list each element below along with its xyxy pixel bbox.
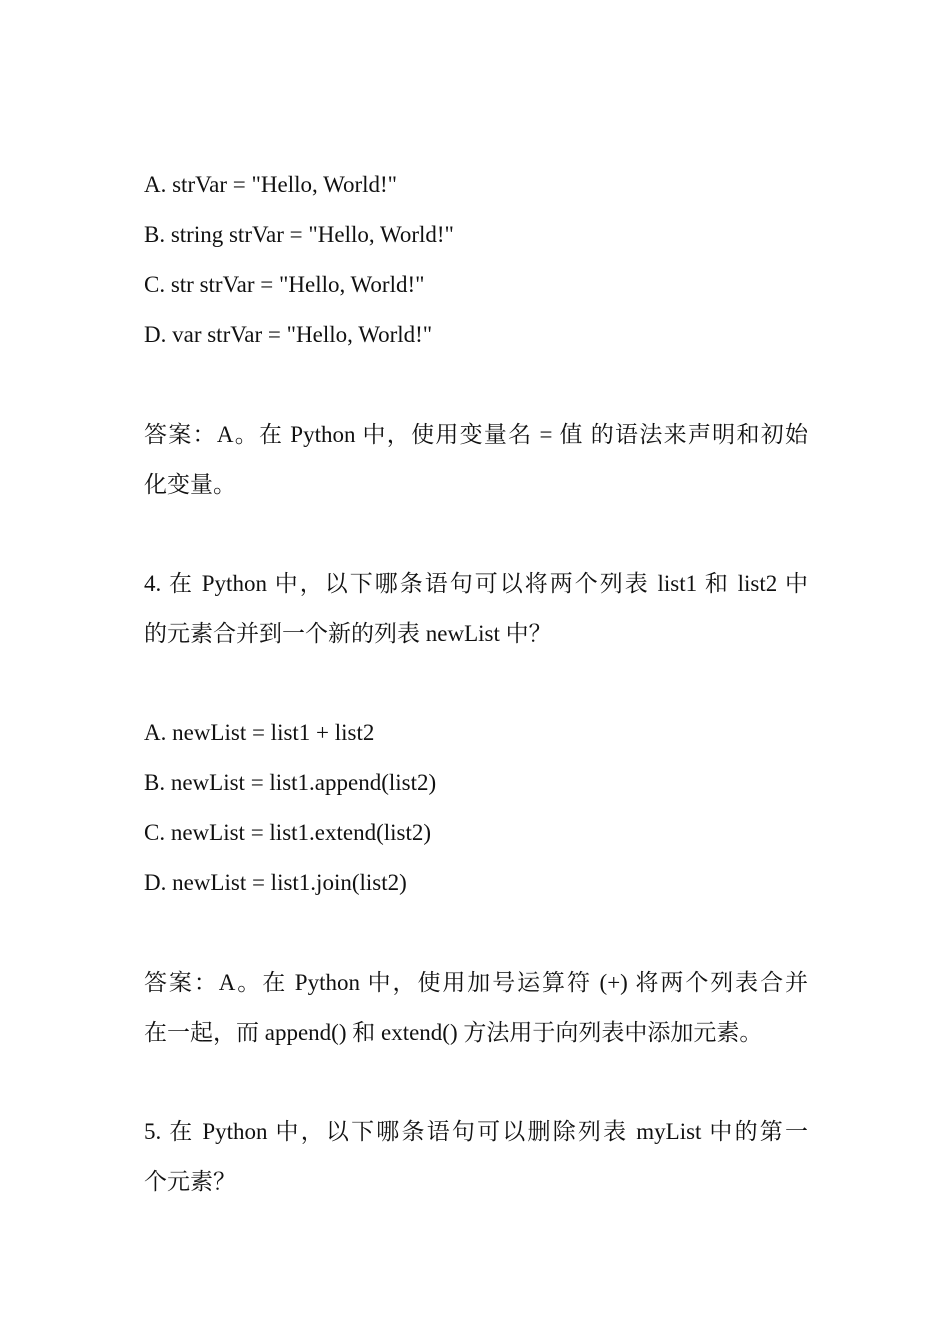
q4-option-b: B. newList = list1.append(list2) bbox=[144, 770, 437, 795]
q4-answer-line-1: 答案：A。在 Python 中，使用加号运算符 (+) 将两个列表合并 bbox=[144, 970, 808, 995]
q3-option-b: B. string strVar = "Hello, World!" bbox=[144, 222, 454, 247]
q4-option-c: C. newList = list1.extend(list2) bbox=[144, 820, 432, 845]
q4-option-d: D. newList = list1.join(list2) bbox=[144, 870, 407, 895]
q3-option-c: C. str strVar = "Hello, World!" bbox=[144, 272, 425, 297]
q3-option-a: A. strVar = "Hello, World!" bbox=[144, 172, 398, 197]
q4-question-line-2: 的元素合并到一个新的列表 newList 中？ bbox=[144, 621, 552, 646]
q3-answer-line-1: 答案：A。在 Python 中，使用变量名 = 值 的语法来声明和初始 bbox=[144, 422, 808, 447]
q5-question-line-2: 个元素？ bbox=[144, 1169, 236, 1194]
q4-option-a: A. newList = list1 + list2 bbox=[144, 720, 375, 745]
q3-option-d: D. var strVar = "Hello, World!" bbox=[144, 322, 433, 347]
q4-question-line-1: 4. 在 Python 中，以下哪条语句可以将两个列表 list1 和 list2 中 bbox=[144, 571, 808, 596]
q4-answer-line-2: 在一起，而 append() 和 extend() 方法用于向列表中添加元素。 bbox=[144, 1020, 763, 1045]
q3-answer-line-2: 化变量。 bbox=[144, 472, 236, 497]
q5-question-line-1: 5. 在 Python 中，以下哪条语句可以删除列表 myList 中的第一 bbox=[144, 1119, 808, 1144]
